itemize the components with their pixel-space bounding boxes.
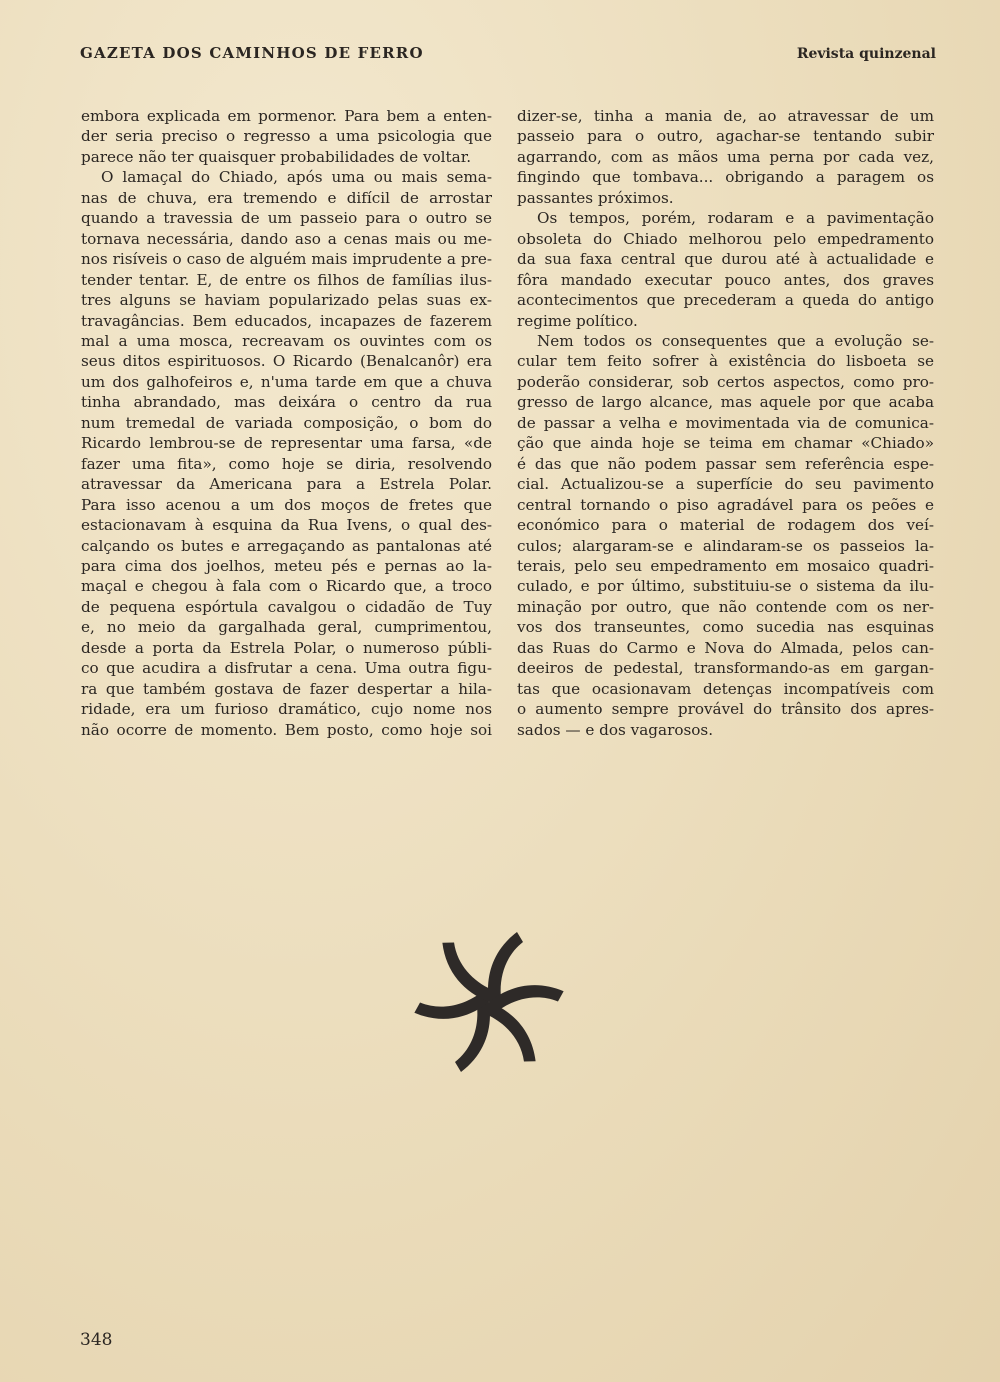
- text-line: da sua faxa central que durou até à actualidade e: [517, 250, 934, 269]
- text-line: vos dos transeuntes, como sucedia nas esquinas: [517, 618, 934, 637]
- text-line: maçal e chegou à fala com o Ricardo que, a troco: [81, 577, 492, 596]
- text-line: tornava necessária, dando aso a cenas mais ou me-: [81, 229, 492, 248]
- right-text-column: [517, 106, 934, 740]
- section-title: Revista quinzenal: [796, 46, 936, 62]
- text-line: quando a travessia de um passeio para o outro se: [81, 209, 492, 228]
- text-line: ção que ainda hoje se teima em chamar «Chiado»: [517, 434, 934, 453]
- text-line: nos risíveis o caso de alguém mais imprudente a pre-: [81, 250, 492, 269]
- text-line: minação por outro, que não contende com os ner-: [517, 597, 934, 616]
- text-line: culado, e por último, substituiu-se o sistema da ilu-: [517, 577, 934, 596]
- text-line: Os tempos, porém, rodaram e a pavimentação: [537, 209, 934, 228]
- text-line: seus ditos espirituosos. O Ricardo (Benalcanôr) era: [81, 352, 492, 371]
- text-line: atravessar da Americana para a Estrela Polar.: [81, 475, 492, 494]
- text-line: para cima dos joelhos, meteu pés e pernas ao la-: [81, 556, 492, 575]
- text-line: económico para o material de rodagem dos veí-: [517, 516, 934, 535]
- text-line: é das que não podem passar sem referência espe-: [517, 454, 934, 473]
- text-line: gresso de largo alcance, mas aquele por que acaba: [517, 393, 934, 412]
- text-line: ra que também gostava de fazer despertar a hila-: [81, 679, 492, 698]
- text-line: tender tentar. E, de entre os filhos de famílias ilus-: [81, 270, 492, 289]
- text-line: nas de chuva, era tremendo e difícil de arrostar: [81, 188, 492, 207]
- text-line: der seria preciso o regresso a uma psicologia que: [81, 127, 492, 146]
- swirl-ornament-icon: [385, 898, 593, 1106]
- text-line: passantes próximos.: [517, 188, 674, 207]
- text-line: e, no meio da gargalhada geral, cumprimentou,: [81, 618, 492, 637]
- text-line: O lamaçal do Chiado, após uma ou mais sema-: [101, 168, 492, 187]
- text-line: culos; alargaram-se e alindaram-se os passeios la-: [517, 536, 934, 555]
- text-line: dizer-se, tinha a mania de, ao atravessar de um: [517, 107, 934, 125]
- text-line: cial. Actualizou-se a superfície do seu pavimento: [517, 475, 934, 494]
- text-line: travagâncias. Bem educados, incapazes de fazerem: [81, 311, 492, 330]
- text-line: tinha abrandado, mas deixára o centro da rua: [81, 393, 492, 412]
- text-line: estacionavam à esquina da Rua Ivens, o qual des-: [81, 516, 492, 535]
- text-line: de pequena espórtula cavalgou o cidadão de Tuy: [81, 597, 492, 616]
- text-line: Ricardo lembrou-se de representar uma farsa, «de: [81, 434, 492, 453]
- text-line: o aumento sempre provável do trânsito dos apres-: [517, 700, 934, 719]
- text-line: terais, pelo seu empedramento em mosaico quadri-: [517, 556, 934, 575]
- text-line: não ocorre de momento. Bem posto, como hoje soi: [81, 720, 492, 739]
- text-line: poderão considerar, sob certos aspectos, como pro-: [517, 372, 934, 391]
- text-line: fazer uma fita», como hoje se diria, resolvendo: [81, 454, 492, 473]
- text-line: central tornando o piso agradável para os peões e: [517, 495, 934, 514]
- text-line: ridade, era um furioso dramático, cujo nome nos: [81, 700, 492, 719]
- left-text-column: [81, 106, 492, 740]
- text-line: calçando os butes e arregaçando as pantalonas até: [81, 536, 492, 555]
- text-line: sados — e dos vagarosos.: [517, 720, 714, 739]
- publication-title: GAZETA DOS CAMINHOS DE FERRO: [80, 44, 424, 62]
- ornament-arms: [411, 932, 566, 1072]
- text-line: parece não ter quaisquer probabilidades de voltar.: [81, 147, 472, 166]
- text-line: mal a uma mosca, recreavam os ouvintes com os: [81, 331, 492, 350]
- text-line: cular tem feito sofrer à existência do lisboeta se: [517, 352, 934, 371]
- text-line: fingindo que tombava... obrigando a paragem os: [517, 168, 934, 187]
- text-line: um dos galhofeiros e, n'uma tarde em que a chuva: [81, 372, 492, 391]
- text-line: tres alguns se haviam popularizado pelas suas ex-: [81, 291, 492, 310]
- text-line: obsoleta do Chiado melhorou pelo empedramento: [517, 229, 934, 248]
- text-line: Para isso acenou a um dos moços de fretes que: [81, 495, 492, 514]
- text-line: Nem todos os consequentes que a evolução se-: [537, 331, 934, 350]
- text-line: tas que ocasionavam detenças incompatíveis com: [517, 679, 934, 698]
- text-line: de passar a velha e movimentada via de comunica-: [517, 413, 934, 432]
- text-line: agarrando, com as mãos uma perna por cada vez,: [517, 147, 934, 166]
- text-line: num tremedal de variada composição, o bom do: [81, 413, 492, 432]
- text-line: fôra mandado executar pouco antes, dos graves: [517, 270, 934, 289]
- text-line: desde a porta da Estrela Polar, o numeroso públi-: [81, 638, 492, 657]
- text-line: embora explicada em pormenor. Para bem a enten-: [81, 107, 492, 125]
- text-line: deeiros de pedestal, transformando-as em gargan-: [517, 659, 934, 678]
- text-line: regime político.: [517, 311, 638, 330]
- text-line: acontecimentos que precederam a queda do antigo: [517, 291, 934, 310]
- text-line: co que acudira a disfrutar a cena. Uma outra figu-: [81, 659, 492, 678]
- text-line: das Ruas do Carmo e Nova do Almada, pelos can-: [517, 638, 934, 657]
- page-number: 348: [80, 1330, 113, 1350]
- text-line: passeio para o outro, agachar-se tentando subir: [517, 127, 934, 146]
